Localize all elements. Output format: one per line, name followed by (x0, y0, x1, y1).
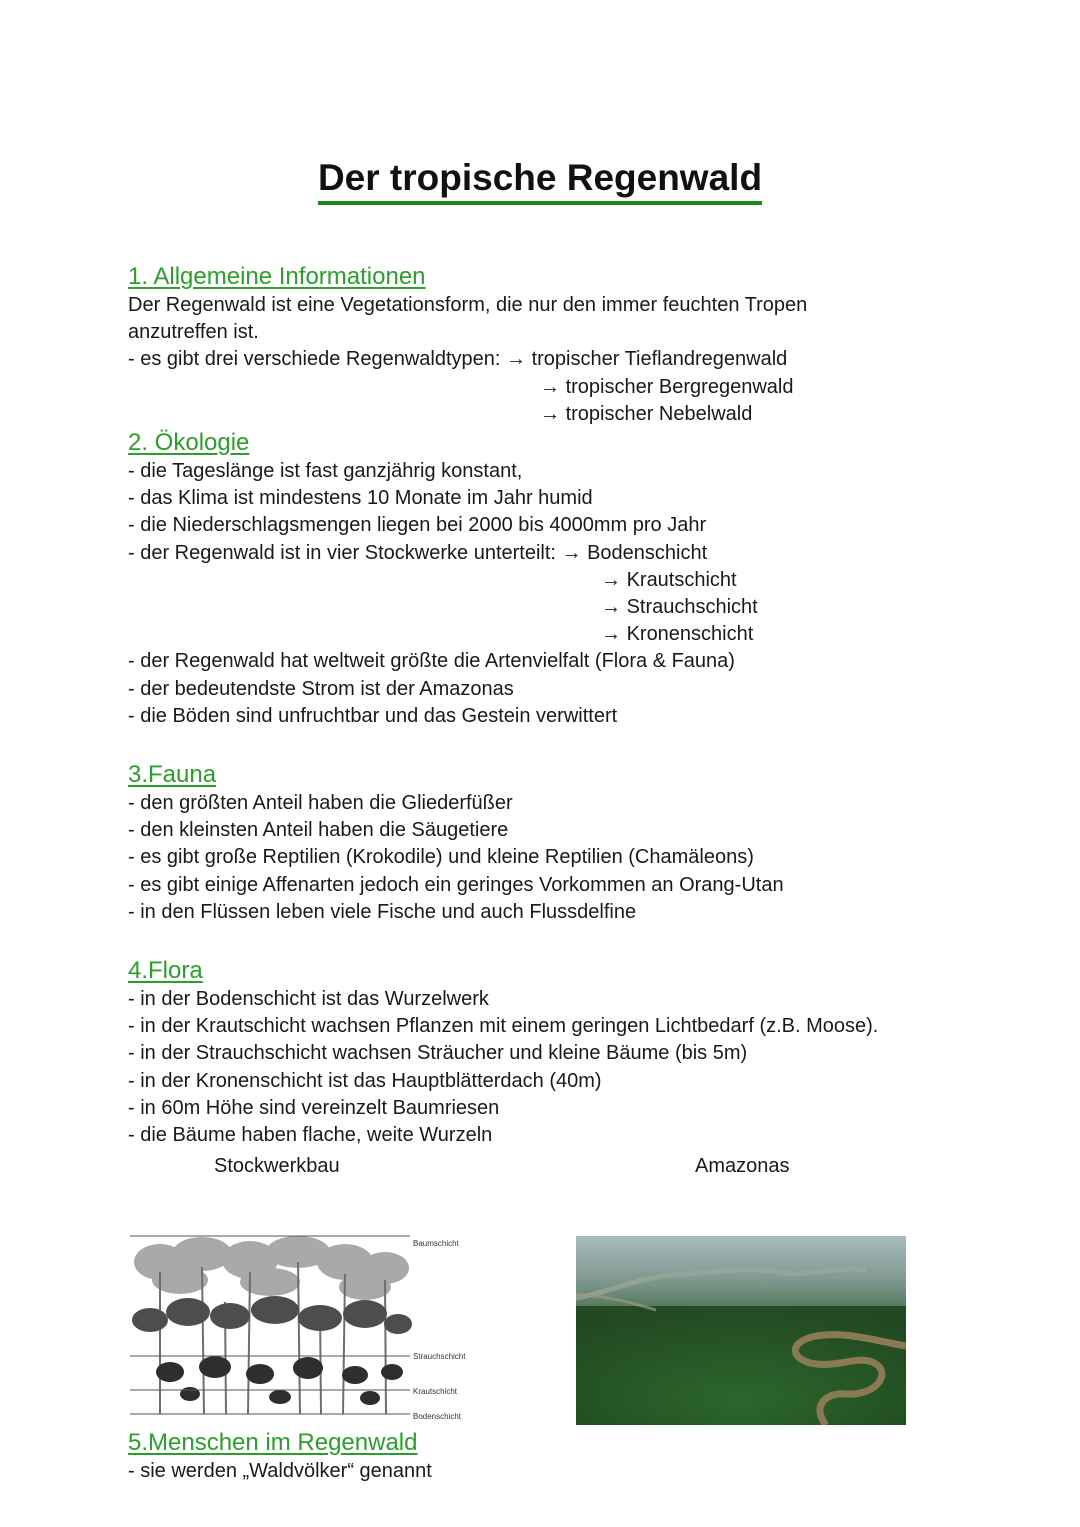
arrow-icon: → (601, 623, 621, 646)
s2-layer-2: Krautschicht (626, 568, 737, 591)
diagram-label-baumschicht: Baumschicht (413, 1239, 459, 1248)
s2-line-5: - der bedeutendste Strom ist der Amazonas (128, 677, 514, 700)
s2-line-4: - der Regenwald hat weltweit größte die Artenvielfalt (Flora & Fauna) (128, 650, 735, 673)
diagram-label-strauchschicht: Strauchschicht (413, 1352, 466, 1361)
s1-type-3: tropischer Nebelwald (565, 402, 753, 425)
section-4-heading: 4.Flora (128, 957, 203, 985)
section-2-heading: 2. Ökologie (128, 429, 250, 457)
amazonas-photo (576, 1236, 906, 1425)
s3-line-4: - es gibt einige Affenarten jedoch ein geringes Vorkommen an Orang-Utan (128, 873, 784, 896)
caption-amazonas: Amazonas (695, 1155, 790, 1177)
s3-line-1: - den größten Anteil haben die Gliederfüßer (128, 792, 513, 815)
section-3-heading: 3.Fauna (128, 761, 217, 789)
arrow-icon: → (601, 596, 621, 619)
s1-types-row-2 (128, 374, 1008, 401)
s1-line-1: Der Regenwald ist eine Vegetationsform, die nur den immer feuchten Tropen (128, 294, 808, 316)
s4-line-3: - in der Strauchschicht wachsen Sträucher und kleine Bäume (bis 5m) (128, 1042, 748, 1065)
caption-stockwerkbau: Stockwerkbau (214, 1155, 340, 1177)
arrow-icon: → (561, 541, 582, 564)
page-title (0, 156, 1080, 205)
s2-line-2: - das Klima ist mindestens 10 Monate im Jahr humid (128, 487, 593, 510)
s1-type-2: tropischer Bergregenwald (565, 375, 794, 398)
page-title-text: Der tropische Regenwald (318, 156, 762, 205)
s2-layer-1: Bodenschicht (587, 541, 708, 564)
s4-line-1: - in der Bodenschicht ist das Wurzelwerk (128, 988, 489, 1011)
diagram-label-bodenschicht: Bodenschicht (413, 1412, 462, 1421)
s5-line-1: - sie werden „Waldvölker“ genannt (128, 1460, 432, 1482)
s1-type-1: tropischer Tieflandregenwald (531, 348, 788, 371)
document-body (128, 262, 1008, 1149)
s4-line-2: - in der Krautschicht wachsen Pflanzen mit einem geringen Lichtbedarf (z.B. Moose). (128, 1015, 879, 1038)
section-5-heading: 5.Menschen im Regenwald (128, 1429, 418, 1456)
s1-types-prefix: - es gibt drei verschiede Regenwaldtypen: (128, 348, 506, 371)
s2-line-1: - die Tageslänge ist fast ganzjährig konstant, (128, 460, 523, 483)
s2-layer-4: Kronenschicht (626, 623, 754, 646)
spacer (128, 926, 1008, 956)
s1-types-row-3 (128, 401, 1008, 428)
s1-line-2: anzutreffen ist. (128, 321, 259, 344)
s2-layers-row-3 (128, 594, 1008, 621)
spacer (128, 730, 1008, 760)
s2-layers-prefix: - der Regenwald ist in vier Stockwerke unterteilt: (128, 541, 562, 564)
s2-layers-row-1 (128, 540, 1008, 567)
arrow-icon: → (540, 402, 560, 425)
s2-layer-3: Strauchschicht (626, 596, 758, 619)
diagram-label-krautschicht: Krautschicht (413, 1387, 458, 1396)
s3-line-2: - den kleinsten Anteil haben die Säugetiere (128, 819, 509, 842)
s3-line-5: - in den Flüssen leben viele Fische und auch Flussdelfine (128, 900, 637, 923)
s3-line-3: - es gibt große Reptilien (Krokodile) und kleine Reptilien (Chamäleons) (128, 846, 754, 869)
s2-layers-row-4 (128, 621, 1008, 648)
s4-line-4: - in der Kronenschicht ist das Hauptblätterdach (40m) (128, 1069, 602, 1092)
arrow-icon: → (506, 348, 526, 371)
s1-types-row-1 (128, 346, 1008, 373)
s2-line-6: - die Böden sind unfruchtbar und das Gestein verwittert (128, 704, 618, 727)
stockwerkbau-diagram (130, 1232, 475, 1424)
arrow-icon: → (601, 568, 621, 591)
s2-layers-row-2 (128, 567, 1008, 594)
s2-line-3: - die Niederschlagsmengen liegen bei 2000 bis 4000mm pro Jahr (128, 514, 707, 537)
section-1-heading: 1. Allgemeine Informationen (128, 263, 426, 290)
arrow-icon: → (540, 375, 560, 398)
s4-line-5: - in 60m Höhe sind vereinzelt Baumriesen (128, 1096, 500, 1119)
s4-line-6: - die Bäume haben flache, weite Wurzeln (128, 1124, 493, 1147)
section-5 (128, 1428, 432, 1485)
